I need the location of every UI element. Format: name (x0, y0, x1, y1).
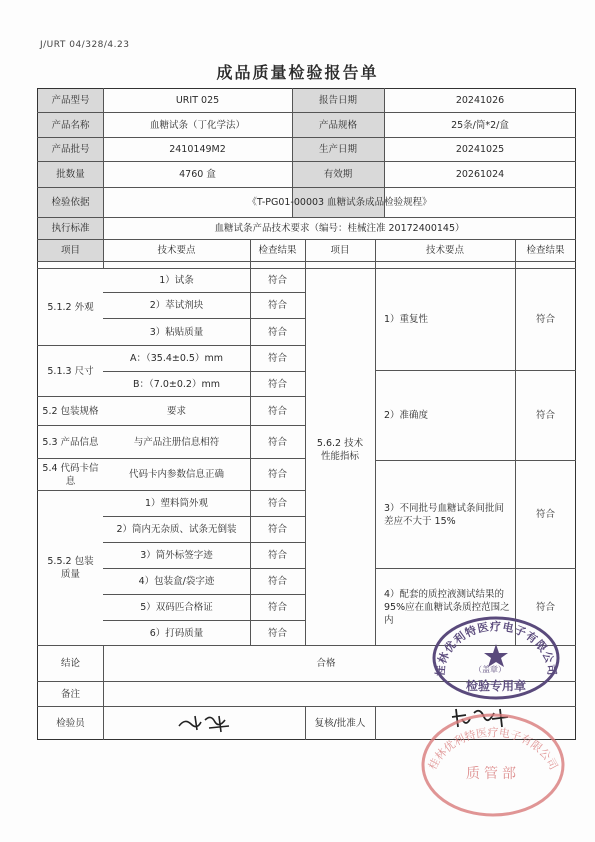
expiry-label: 有效期 (323, 169, 353, 180)
inspector-signature (175, 710, 235, 736)
res-row: 符合 (267, 405, 287, 417)
req-row: 3）筒外标签字迹 (140, 550, 213, 561)
res-row: 符合 (267, 576, 287, 587)
stamp-main-text: 检验专用章 (465, 679, 527, 693)
head-item: 项目 (60, 245, 80, 256)
group-package-quality: 5.5.2 包装质量 (47, 556, 94, 580)
res-row: 符合 (267, 436, 287, 448)
conclusion-label: 结论 (60, 658, 80, 669)
group-appearance: 5.1.2 外观 (47, 301, 94, 313)
qty-label: 批数量 (56, 169, 85, 180)
qa-department-stamp (418, 708, 568, 818)
stamp-company-text: 桂林优利特医疗电子有限公司 (433, 620, 559, 677)
req-row: 2）筒内无杂质、试条无倒装 (116, 524, 237, 535)
basis-value: 《T-PG01-00003 血糖试条成品检验规程》 (247, 197, 432, 208)
res-row: 符合 (267, 469, 287, 480)
mfg-date-value: 20241025 (455, 144, 505, 155)
document-number: J/URT 04/328/4.23 (40, 40, 130, 50)
group-size: 5.1.3 尺寸 (47, 365, 94, 377)
report-title: 成品质量检验报告单 (216, 63, 379, 82)
head-result: 检查结果 (258, 245, 297, 256)
res-row: 符合 (267, 550, 287, 561)
group-code-card: 5.4 代码卡信息 (42, 462, 99, 487)
res-row: 符合 (267, 378, 287, 390)
name-label: 产品名称 (51, 119, 90, 131)
res-row: 符合 (267, 602, 287, 613)
head-result-2: 检查结果 (526, 245, 565, 256)
head-req: 技术要点 (157, 245, 196, 256)
perf-res: 符合 (535, 410, 555, 421)
req-row: 1）塑料筒外观 (144, 498, 209, 509)
reviewer-label: 复核/批准人 (314, 718, 366, 729)
model-label: 产品型号 (51, 95, 90, 106)
perf-res: 符合 (535, 509, 555, 520)
group-product-info: 5.3 产品信息 (42, 436, 99, 448)
inspection-stamp (430, 610, 562, 700)
qa-stamp-company-text: 桂林优利特医疗电子有限公司 (425, 726, 561, 772)
res-row: 符合 (267, 353, 287, 364)
standard-label: 执行标准 (51, 223, 90, 234)
req-row: B：（7.0±0.2）mm (133, 378, 220, 390)
req-row: 6）打码质量 (149, 627, 204, 639)
req-row: A：（35.4±0.5）mm (130, 353, 223, 364)
standard-value: 血糖试条产品技术要求（编号：桂械注准 20172400145） (214, 223, 465, 234)
head-req-2: 技术要点 (425, 245, 464, 256)
req-row: 代码卡内参数信息正确 (128, 469, 224, 480)
svg-text:桂林优利特医疗电子有限公司 (425, 725, 560, 772)
res-row: 符合 (267, 326, 287, 338)
req-row: 要求 (166, 405, 186, 417)
qa-stamp-main-text: 质管部 (466, 766, 520, 782)
res-row: 符合 (267, 275, 287, 286)
batch-label: 产品批号 (51, 144, 90, 155)
group-performance: 5.6.2 技术性能指标 (316, 438, 364, 462)
req-row: 1）试条 (159, 275, 194, 286)
res-row: 符合 (267, 524, 287, 535)
inspector-label: 检验员 (56, 718, 85, 729)
qty-value: 4760 盒 (179, 169, 216, 180)
head-item-2: 项目 (330, 245, 350, 256)
perf-req: 1）重复性 (384, 314, 429, 325)
expiry-value: 20261024 (455, 169, 505, 180)
res-row: 符合 (267, 498, 287, 509)
perf-res: 符合 (535, 601, 555, 613)
model-value: URIT 025 (175, 95, 220, 106)
req-row: 与产品注册信息相符 (133, 436, 220, 448)
basis-label: 检验依据 (51, 197, 90, 208)
mfg-date-label: 生产日期 (318, 144, 357, 155)
report-date-label: 报告日期 (318, 95, 357, 106)
remark-label: 备注 (60, 688, 80, 700)
conclusion-value: 合格 (316, 658, 336, 669)
report-date-value: 20241026 (455, 95, 505, 106)
req-row: 5）双码匹合格证 (140, 602, 213, 613)
perf-req: 4）配套的质控液测试结果的 95%应在血糖试条质控范围之内 (384, 588, 510, 626)
batch-value: 2410149M2 (169, 144, 226, 155)
req-row: 2）萃试剂块 (149, 300, 204, 311)
perf-req: 3）不同批号血糖试条间批间差应不大于 15% (384, 502, 505, 527)
stamp-sub-text: （盖章） (474, 665, 506, 674)
perf-req: 2）准确度 (384, 410, 429, 421)
group-packaging-spec: 5.2 包装规格 (42, 405, 99, 417)
name-value: 血糖试条（丁化学法） (149, 119, 245, 131)
res-row: 符合 (267, 300, 287, 311)
spec-label: 产品规格 (318, 119, 357, 131)
req-row: 4）包装盒/袋字迹 (138, 576, 215, 587)
perf-res: 符合 (535, 314, 555, 325)
res-row: 符合 (267, 627, 287, 639)
req-row: 3）粘贴质量 (149, 326, 204, 338)
spec-value: 25条/筒*2/盒 (451, 119, 509, 131)
